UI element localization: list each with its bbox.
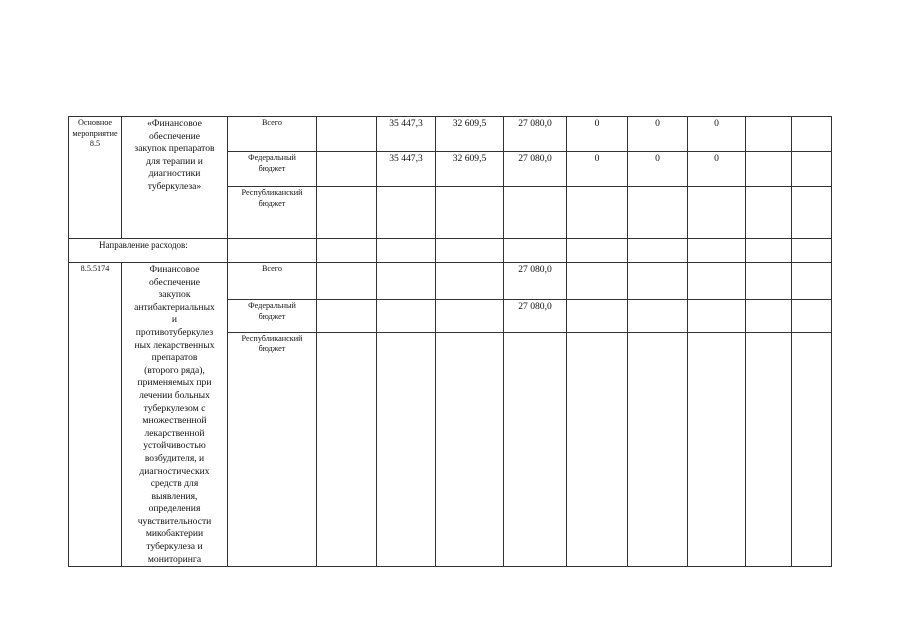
empty-cell bbox=[317, 152, 377, 187]
empty-cell bbox=[688, 300, 746, 333]
empty-cell bbox=[792, 332, 832, 566]
empty-cell bbox=[628, 332, 688, 566]
empty-cell bbox=[436, 300, 504, 333]
empty-cell bbox=[567, 239, 628, 263]
empty-cell bbox=[504, 239, 567, 263]
source-cell: Федеральный бюджет bbox=[228, 300, 317, 333]
empty-cell bbox=[688, 239, 746, 263]
empty-cell bbox=[436, 239, 504, 263]
empty-cell bbox=[628, 187, 688, 239]
value-cell: 27 080,0 bbox=[504, 300, 567, 333]
value-cell: 27 080,0 bbox=[504, 152, 567, 187]
value-cell: 0 bbox=[628, 117, 688, 152]
source-cell: Всего bbox=[228, 263, 317, 300]
empty-cell bbox=[628, 300, 688, 333]
empty-cell bbox=[317, 300, 377, 333]
table-row bbox=[69, 239, 832, 263]
empty-cell bbox=[317, 239, 377, 263]
empty-cell bbox=[792, 152, 832, 187]
empty-cell bbox=[688, 263, 746, 300]
empty-cell bbox=[567, 300, 628, 333]
table-row bbox=[69, 263, 832, 300]
empty-cell bbox=[567, 187, 628, 239]
table-row bbox=[69, 117, 832, 152]
empty-cell bbox=[746, 332, 792, 566]
empty-cell bbox=[377, 239, 436, 263]
empty-cell bbox=[504, 332, 567, 566]
empty-cell bbox=[792, 300, 832, 333]
empty-cell bbox=[504, 187, 567, 239]
empty-cell bbox=[746, 152, 792, 187]
measure-name-cell: «Финансовое обеспечение закупок препаратов для терапии и диагностики туберкулеза» bbox=[122, 117, 228, 239]
measure-name-cell: Финансовое обеспечение закупок антибактериальных и противотуберкулез ных лекарственных препаратов (второго ряда), применяемых при лечении больных туберкулезом с множественной лекарственной устойчивостью возбудителя, и диагностических средств для выявления, определения чувствительности микобактерии туберкулеза и мониторинга bbox=[122, 263, 228, 567]
empty-cell bbox=[228, 239, 317, 263]
empty-cell bbox=[746, 263, 792, 300]
empty-cell bbox=[792, 187, 832, 239]
empty-cell bbox=[746, 300, 792, 333]
empty-cell bbox=[567, 332, 628, 566]
empty-cell bbox=[746, 117, 792, 152]
empty-cell bbox=[746, 239, 792, 263]
empty-cell bbox=[628, 239, 688, 263]
empty-cell bbox=[688, 187, 746, 239]
value-cell: 35 447,3 bbox=[377, 117, 436, 152]
empty-cell bbox=[792, 117, 832, 152]
empty-cell bbox=[317, 187, 377, 239]
empty-cell bbox=[377, 263, 436, 300]
empty-cell bbox=[377, 332, 436, 566]
source-cell: Республиканский бюджет bbox=[228, 187, 317, 239]
measure-code-cell: Основное мероприятие 8.5 bbox=[69, 117, 122, 239]
empty-cell bbox=[567, 263, 628, 300]
value-cell: 0 bbox=[567, 117, 628, 152]
value-cell: 0 bbox=[688, 152, 746, 187]
source-cell: Республиканский бюджет bbox=[228, 332, 317, 566]
empty-cell bbox=[377, 300, 436, 333]
value-cell: 0 bbox=[628, 152, 688, 187]
empty-cell bbox=[688, 332, 746, 566]
empty-cell bbox=[792, 263, 832, 300]
measure-code-cell: 8.5.5174 bbox=[69, 263, 122, 567]
source-cell: Всего bbox=[228, 117, 317, 152]
empty-cell bbox=[317, 117, 377, 152]
value-cell: 32 609,5 bbox=[436, 117, 504, 152]
budget-table bbox=[68, 116, 832, 567]
empty-cell bbox=[436, 263, 504, 300]
empty-cell bbox=[436, 332, 504, 566]
empty-cell bbox=[317, 263, 377, 300]
value-cell: 0 bbox=[567, 152, 628, 187]
empty-cell bbox=[317, 332, 377, 566]
direction-label: Направление расходов: bbox=[69, 239, 228, 263]
empty-cell bbox=[377, 187, 436, 239]
value-cell: 27 080,0 bbox=[504, 263, 567, 300]
value-cell: 35 447,3 bbox=[377, 152, 436, 187]
source-cell: Федеральный бюджет bbox=[228, 152, 317, 187]
value-cell: 0 bbox=[688, 117, 746, 152]
empty-cell bbox=[436, 187, 504, 239]
empty-cell bbox=[746, 187, 792, 239]
empty-cell bbox=[628, 263, 688, 300]
value-cell: 32 609,5 bbox=[436, 152, 504, 187]
value-cell: 27 080,0 bbox=[504, 117, 567, 152]
empty-cell bbox=[792, 239, 832, 263]
